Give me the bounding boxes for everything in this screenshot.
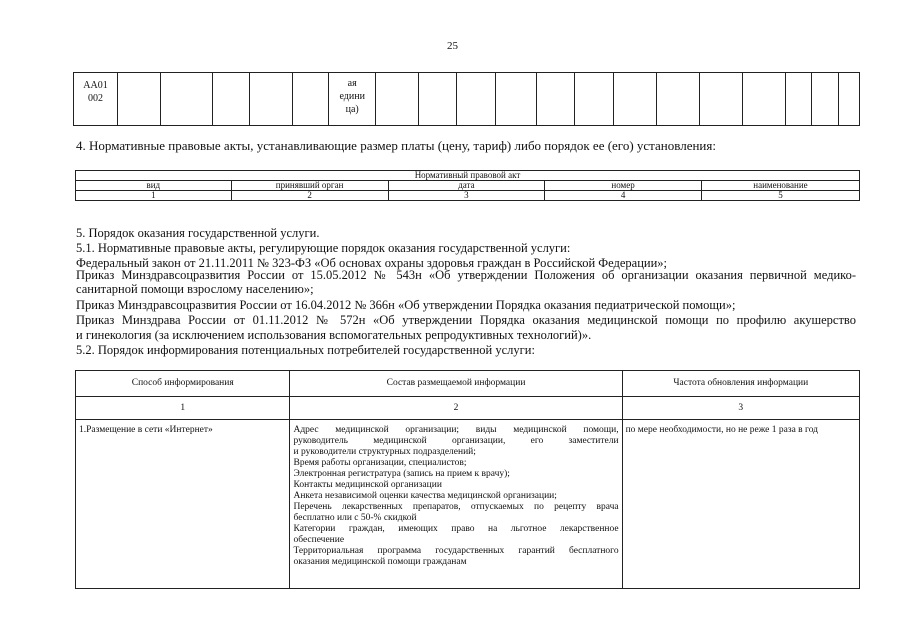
code-line-1: АА01	[83, 80, 108, 91]
informing-method: 1.Размещение в сети «Интернет»	[76, 420, 290, 589]
content-line: обеспечение	[293, 535, 345, 545]
col-number: 4	[545, 191, 702, 201]
page-number: 25	[447, 40, 458, 52]
content-line: Контакты медицинской организации	[293, 480, 442, 490]
table-cell-unit	[329, 73, 376, 126]
table-cell	[785, 73, 812, 126]
law-572n-line2: и гинекология (за исключением использования вспомогательных репродуктивных технологий)».	[76, 328, 592, 342]
col-number: 1	[76, 191, 232, 201]
col-header-type: вид	[76, 181, 232, 191]
table-cell	[699, 73, 742, 126]
content-line: Категории граждан, имеющих право на льготное лекарственное	[293, 524, 619, 534]
table-cell	[419, 73, 456, 126]
content-line: Анкета независимой оценки качества медицинской организации;	[293, 491, 557, 501]
unit-line-2: едини	[339, 91, 365, 102]
table-cell	[838, 73, 859, 126]
law-323fz: Федеральный закон от 21.11.2011 № 323-ФЗ «Об основах охраны здоровья граждан в Российской Федерации»;	[76, 256, 668, 270]
unit-line-1: ая	[347, 78, 357, 89]
informing-frequency: по мере необходимости, но не реже 1 раза в год	[622, 420, 859, 589]
col-header-method: Способ информирования	[76, 371, 290, 397]
indicator-table-fragment	[73, 72, 860, 126]
section-5-2: 5.2. Порядок информирования потенциальных потребителей государственной услуги:	[76, 343, 535, 357]
col-header-organ: принявший орган	[231, 181, 388, 191]
law-543n-line1: Приказ Минздравсоцразвития России от 15.05.2012 № 543н «Об утверждении Положения об организации оказания первичной медико-	[76, 268, 856, 282]
table-cell	[574, 73, 613, 126]
col-header-frequency: Частота обновления информации	[622, 371, 859, 397]
legal-acts-header: Нормативный правовой акт	[76, 171, 860, 181]
unit-line-3: ца)	[345, 104, 359, 115]
table-cell	[496, 73, 537, 126]
section-5-1: 5.1. Нормативные правовые акты, регулирующие порядок оказания государственной услуги:	[76, 241, 571, 255]
legal-acts-table	[75, 170, 860, 201]
col-number: 2	[231, 191, 388, 201]
content-line: руководитель медицинской организации, его заместители	[293, 436, 619, 446]
table-cell	[160, 73, 212, 126]
table-cell	[117, 73, 160, 126]
col-number: 3	[388, 191, 545, 201]
table-cell	[613, 73, 656, 126]
content-line: Территориальная программа государственных гарантий бесплатного	[293, 546, 619, 556]
content-line: Адрес медицинской организации; виды медицинской помощи,	[293, 425, 619, 435]
table-cell-code	[74, 73, 118, 126]
table-cell	[537, 73, 574, 126]
col-number: 1	[76, 397, 290, 420]
content-line: Время работы организации, специалистов;	[293, 458, 467, 468]
col-header-date: дата	[388, 181, 545, 191]
table-cell	[212, 73, 249, 126]
section-5-title: 5. Порядок оказания государственной услуги.	[76, 226, 320, 240]
content-line: и руководители структурных подразделений;	[293, 447, 476, 457]
col-header-name: наименование	[701, 181, 859, 191]
content-line: оказания медицинской помощи гражданам	[293, 557, 467, 567]
informing-table	[75, 370, 860, 589]
col-number: 2	[290, 397, 622, 420]
col-number: 5	[701, 191, 859, 201]
col-header-number: номер	[545, 181, 702, 191]
content-line: Перечень лекарственных препаратов, отпускаемых по рецепту врача	[293, 502, 619, 512]
table-cell	[812, 73, 839, 126]
law-572n-line1: Приказ Минздрава России от 01.11.2012 № 572н «Об утверждении Порядка оказания медицинской помощи по профилю акушерство	[76, 313, 856, 327]
table-cell	[250, 73, 293, 126]
table-cell	[656, 73, 699, 126]
col-header-content: Состав размещаемой информации	[290, 371, 622, 397]
law-366n: Приказ Минздравсоцразвития России от 16.04.2012 № 366н «Об утверждении Порядка оказания педиатрической помощи»;	[76, 298, 736, 312]
section-4-title: 4. Нормативные правовые акты, устанавливающие размер платы (цену, тариф) либо порядок ее (его) установления:	[76, 138, 716, 153]
content-line: Электронная регистратура (запись на прием к врачу);	[293, 469, 510, 479]
law-543n-line2: санитарной помощи взрослому населению»;	[76, 282, 314, 296]
table-cell	[293, 73, 329, 126]
informing-content	[290, 420, 622, 589]
table-cell	[456, 73, 495, 126]
code-line-2: 002	[87, 93, 103, 104]
table-cell	[376, 73, 419, 126]
col-number: 3	[622, 397, 859, 420]
table-cell	[742, 73, 785, 126]
content-line: бесплатно или с 50-% скидкой	[293, 513, 417, 523]
